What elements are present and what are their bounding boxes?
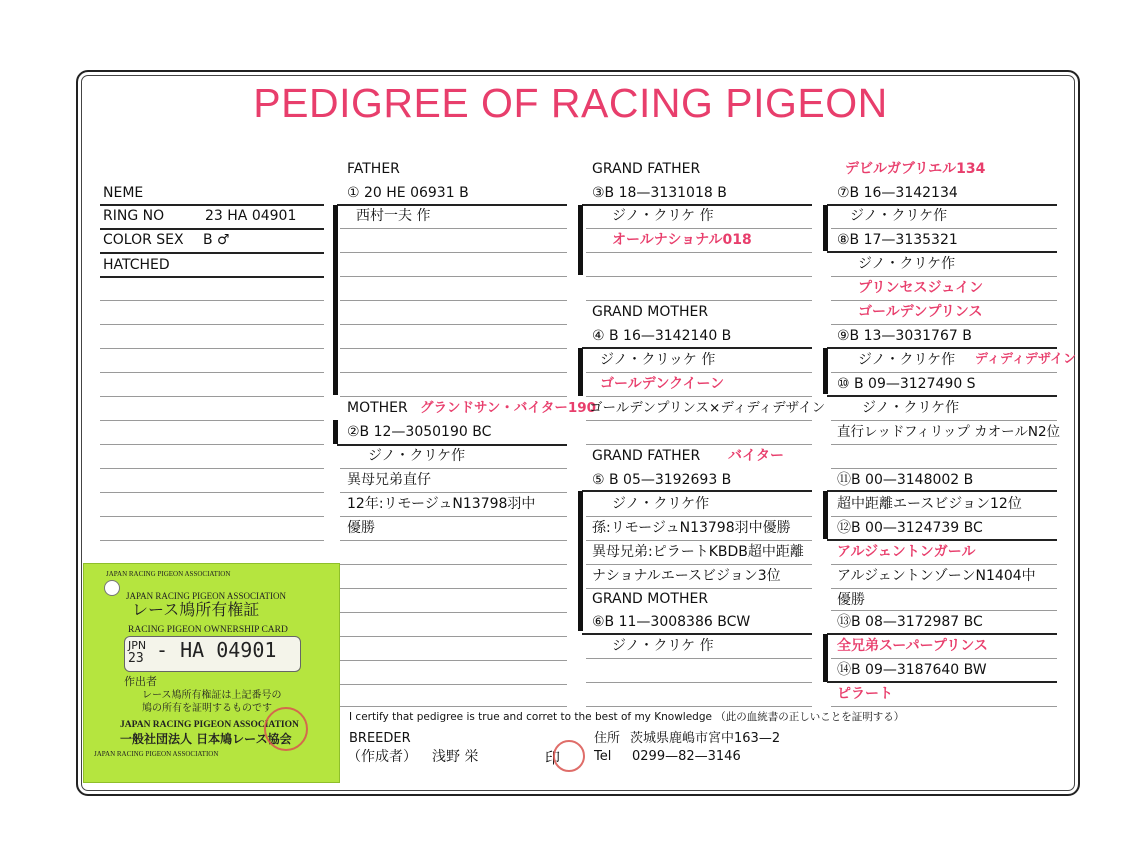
ggp-10-note: 直行レッドフィリップ カオールN2位: [837, 424, 1061, 440]
gm-blank-line: [586, 420, 812, 421]
ring-line: [100, 228, 324, 230]
color-sex-line: [100, 252, 324, 254]
card-title-en: RACING PIGEON OWNERSHIP CARD: [128, 625, 288, 635]
ggp-8-name2: プリンセスジュイン: [858, 280, 984, 296]
gf-father-ring: ③B 18—3131018 B: [592, 185, 727, 201]
mother-breeder: ジノ・クリケ作: [368, 448, 466, 464]
ggp-blank-line: [831, 588, 1057, 589]
gf-mother-note-3: ナショナルエースビジョン3位: [592, 568, 781, 584]
mother-header: MOTHER: [347, 400, 408, 416]
mother-blank-line: [340, 706, 567, 707]
ggp-11-ring: ⑪B 00—3148002 B: [837, 472, 974, 488]
card-assoc-line-bottom: JAPAN RACING PIGEON ASSOCIATION: [94, 750, 219, 758]
gf-blank-line: [586, 228, 812, 229]
mother-blank-line: [340, 636, 567, 637]
blank-line: [100, 348, 324, 349]
ggp-11-note: 超中距離エースビジョン12位: [837, 496, 1022, 512]
blank-line: [100, 540, 324, 541]
ring-label: RING NO: [103, 208, 165, 224]
gf-blank-line: [586, 300, 812, 301]
gm-father-line: [582, 347, 812, 349]
gf-mother-note-2: 異母兄弟:ピラートKBDB超中距離: [592, 544, 804, 560]
ggp-13-name: 全兄弟スーパープリンス: [837, 638, 988, 654]
gf-mother-note-1: 孫:リモージュN13798羽中優勝: [592, 520, 791, 536]
ggp-8-ring: ⑧B 17—3135321: [837, 232, 958, 248]
maker-label: （作成者）: [347, 749, 417, 765]
color-sex-value: B ♂: [203, 232, 230, 248]
ggp-10-line: [827, 395, 1057, 397]
gm-father-bracket: [578, 348, 583, 396]
mother-note-3: 優勝: [347, 520, 375, 536]
gmm-blank-line: [586, 658, 812, 659]
ggp-blank-line: [831, 228, 1057, 229]
mother-blank-line: [340, 612, 567, 613]
mother-ring: ②B 12—3050190 BC: [347, 424, 492, 440]
mother-blank-line: [340, 684, 567, 685]
ggp-12-line: [827, 539, 1057, 541]
mother-blank-line: [340, 468, 567, 469]
father-blank-line: [340, 276, 567, 277]
gfm-blank-line: [586, 516, 812, 517]
card-assoc-line: JAPAN RACING PIGEON ASSOCIATION: [106, 570, 231, 578]
card-notice-1: レース鳩所有権証は上記番号の: [142, 690, 282, 701]
ggp-9-ring: ⑨B 13—3031767 B: [837, 328, 972, 344]
color-sex-label: COLOR SEX: [103, 232, 184, 248]
father-line: [337, 204, 567, 206]
ggp-7-bracket: [823, 205, 828, 251]
blank-line: [100, 516, 324, 517]
gm-father-header: GRAND MOTHER: [592, 304, 709, 320]
mother-line: [337, 444, 567, 446]
hatched-line: [100, 276, 324, 278]
ggp-7-name: デビルガブリエル134: [845, 161, 986, 177]
hatched-label: HATCHED: [103, 257, 170, 273]
tel-value: 0299—82—3146: [632, 749, 741, 764]
ring-value: 23 HA 04901: [205, 208, 297, 224]
gfm-blank-line: [586, 540, 812, 541]
ggp-8-breeder: ジノ・クリケ作: [858, 256, 956, 272]
address-label: 住所: [594, 731, 621, 746]
card-notice-2: 鳩の所有を証明するものです: [142, 703, 272, 714]
name-label: NEME: [103, 185, 144, 201]
gf-mother-bracket: [578, 491, 583, 631]
ggp-blank-line: [831, 468, 1057, 469]
card-jpn: JPN: [128, 639, 147, 652]
blank-line: [100, 492, 324, 493]
mother-blank-line: [340, 492, 567, 493]
father-ring: ① 20 HE 06931 B: [347, 185, 469, 201]
mother-note-1: 異母兄弟直仔: [347, 472, 431, 488]
ownership-card: [83, 563, 340, 783]
blank-line: [100, 444, 324, 445]
card-ring-year: 23: [128, 651, 144, 666]
gmm-blank-line: [586, 706, 812, 707]
gf-father-breeder: ジノ・クリケ 作: [612, 208, 714, 224]
card-punch-hole: [104, 580, 120, 596]
ggp-7-line: [827, 204, 1057, 206]
address-value: 茨城県鹿嶋市宮中163—2: [630, 731, 781, 746]
ggp-blank-line: [831, 276, 1057, 277]
father-bracket: [333, 205, 338, 395]
mother-blank-line: [340, 540, 567, 541]
gm-father-breeder: ジノ・クリッケ 作: [600, 352, 716, 368]
father-blank-line: [340, 348, 567, 349]
gmm-blank-line: [586, 682, 812, 683]
blank-line: [100, 372, 324, 373]
ggp-13-bracket: [823, 634, 828, 682]
mother-blank-line: [340, 516, 567, 517]
ggp-blank-line: [831, 706, 1057, 707]
ggp-9-breeder: ジノ・クリケ作: [858, 352, 956, 368]
ggp-9-name: ゴールデンプリンス: [858, 304, 983, 320]
father-blank-line: [340, 228, 567, 229]
mother-blank-line: [340, 564, 567, 565]
father-header: FATHER: [347, 161, 400, 177]
blank-line: [100, 396, 324, 397]
father-blank-line: [340, 324, 567, 325]
gm-mother-line: [582, 633, 812, 635]
ggp-blank-line: [831, 420, 1057, 421]
ggp-9-line: [827, 347, 1057, 349]
mother-blank-line: [340, 660, 567, 661]
gf-blank-line: [586, 252, 812, 253]
mother-name: グランドサン・バイター190: [420, 400, 597, 416]
gf-blank-line: [586, 276, 812, 277]
card-org-jp: 一般社団法人 日本鳩レース協会: [120, 732, 292, 746]
gm-mother-header: GRAND MOTHER: [592, 591, 709, 607]
ggp-10-ring: ⑩ B 09—3127490 S: [837, 376, 976, 392]
blank-line: [100, 324, 324, 325]
gfm-blank-line: [586, 564, 812, 565]
blank-line: [100, 420, 324, 421]
gf-mother-ring: ⑤ B 05—3192693 B: [592, 472, 732, 488]
mother-bracket: [333, 420, 338, 444]
gm-father-cross: ゴールデンプリンス×ディディデザイン: [589, 400, 826, 416]
ggp-blank-line: [831, 372, 1057, 373]
card-org-en: JAPAN RACING PIGEON ASSOCIATION: [120, 720, 299, 730]
breeder-label: BREEDER: [349, 731, 411, 746]
gf-mother-header: GRAND FATHER: [592, 448, 701, 464]
tel-label: Tel: [594, 749, 612, 764]
ggp-14-line: [827, 681, 1057, 683]
father-blank-line: [340, 252, 567, 253]
gf-mother-name: バイター: [728, 448, 784, 464]
gf-father-header: GRAND FATHER: [592, 161, 701, 177]
ggp-blank-line: [831, 324, 1057, 325]
maker-name: 浅野 栄: [432, 749, 479, 765]
gf-mother-line: [582, 490, 812, 492]
ggp-14-ring: ⑭B 09—3187640 BW: [837, 662, 987, 678]
ggp-12-note-1: アルジェントンゾーンN1404中: [837, 568, 1036, 584]
ggp-blank-line: [831, 444, 1057, 445]
gfm-blank-line: [586, 588, 812, 589]
ggp-7-breeder: ジノ・クリケ作: [850, 208, 948, 224]
ggp-10-name: ディディデザイン: [975, 352, 1077, 367]
gm-blank-line: [586, 444, 812, 445]
father-blank-line: [340, 396, 567, 397]
gm-mother-breeder: ジノ・クリケ 作: [612, 638, 714, 654]
ggp-blank-line: [831, 300, 1057, 301]
gm-father-ring: ④ B 16—3142140 B: [592, 328, 732, 344]
gf-mother-breeder: ジノ・クリケ作: [612, 496, 710, 512]
ggp-11-line: [827, 490, 1057, 492]
seal-char: 印: [545, 749, 561, 767]
certify-text: I certify that pedigree is true and corret to the best of my Knowledge （此の血統書の正しいことを証明する）: [349, 711, 905, 723]
mother-blank-line: [340, 588, 567, 589]
card-assoc-name: JAPAN RACING PIGEON ASSOCIATION: [126, 591, 286, 601]
father-breeder: 西村一夫 作: [356, 208, 431, 224]
gm-blank-line: [586, 396, 812, 397]
blank-line: [100, 468, 324, 469]
ggp-8-line: [827, 251, 1057, 253]
ggp-10-breeder: ジノ・クリケ作: [862, 400, 960, 416]
card-maker-label: 作出者: [124, 675, 157, 688]
father-blank-line: [340, 300, 567, 301]
ggp-12-ring: ⑫B 00—3124739 BC: [837, 520, 983, 536]
ggp-blank-line: [831, 564, 1057, 565]
ggp-blank-line: [831, 516, 1057, 517]
blank-line: [100, 300, 324, 301]
ggp-blank-line: [831, 610, 1057, 611]
gf-father-name: オールナショナル018: [612, 232, 752, 248]
ggp-13-ring: ⑬B 08—3172987 BC: [837, 614, 983, 630]
ggp-12-name: アルジェントンガール: [837, 544, 976, 560]
ggp-11-bracket: [823, 491, 828, 539]
gf-father-line: [582, 204, 812, 206]
gm-father-name: ゴールデンクイーン: [600, 376, 725, 392]
gm-blank-line: [586, 372, 812, 373]
ggp-7-ring: ⑦B 16—3142134: [837, 185, 958, 201]
page-title: PEDIGREE OF RACING PIGEON: [253, 80, 888, 126]
gm-mother-ring: ⑥B 11—3008386 BCW: [592, 614, 751, 630]
ggp-9-bracket: [823, 348, 828, 394]
gf-father-bracket: [578, 205, 583, 275]
ggp-12-note-2: 優勝: [837, 592, 865, 608]
ggp-13-line: [827, 633, 1057, 635]
red-seal-stamp: [553, 740, 585, 772]
ggp-blank-line: [831, 658, 1057, 659]
ggp-14-name: ピラート: [837, 686, 893, 702]
mother-note-2: 12年:リモージュN13798羽中: [347, 496, 536, 512]
card-ring-code: - HA 04901: [156, 638, 277, 662]
father-blank-line: [340, 372, 567, 373]
card-title-jp: レース鳩所有権証: [132, 600, 260, 619]
name-line: [100, 204, 324, 206]
card-red-stamp: [264, 707, 308, 751]
